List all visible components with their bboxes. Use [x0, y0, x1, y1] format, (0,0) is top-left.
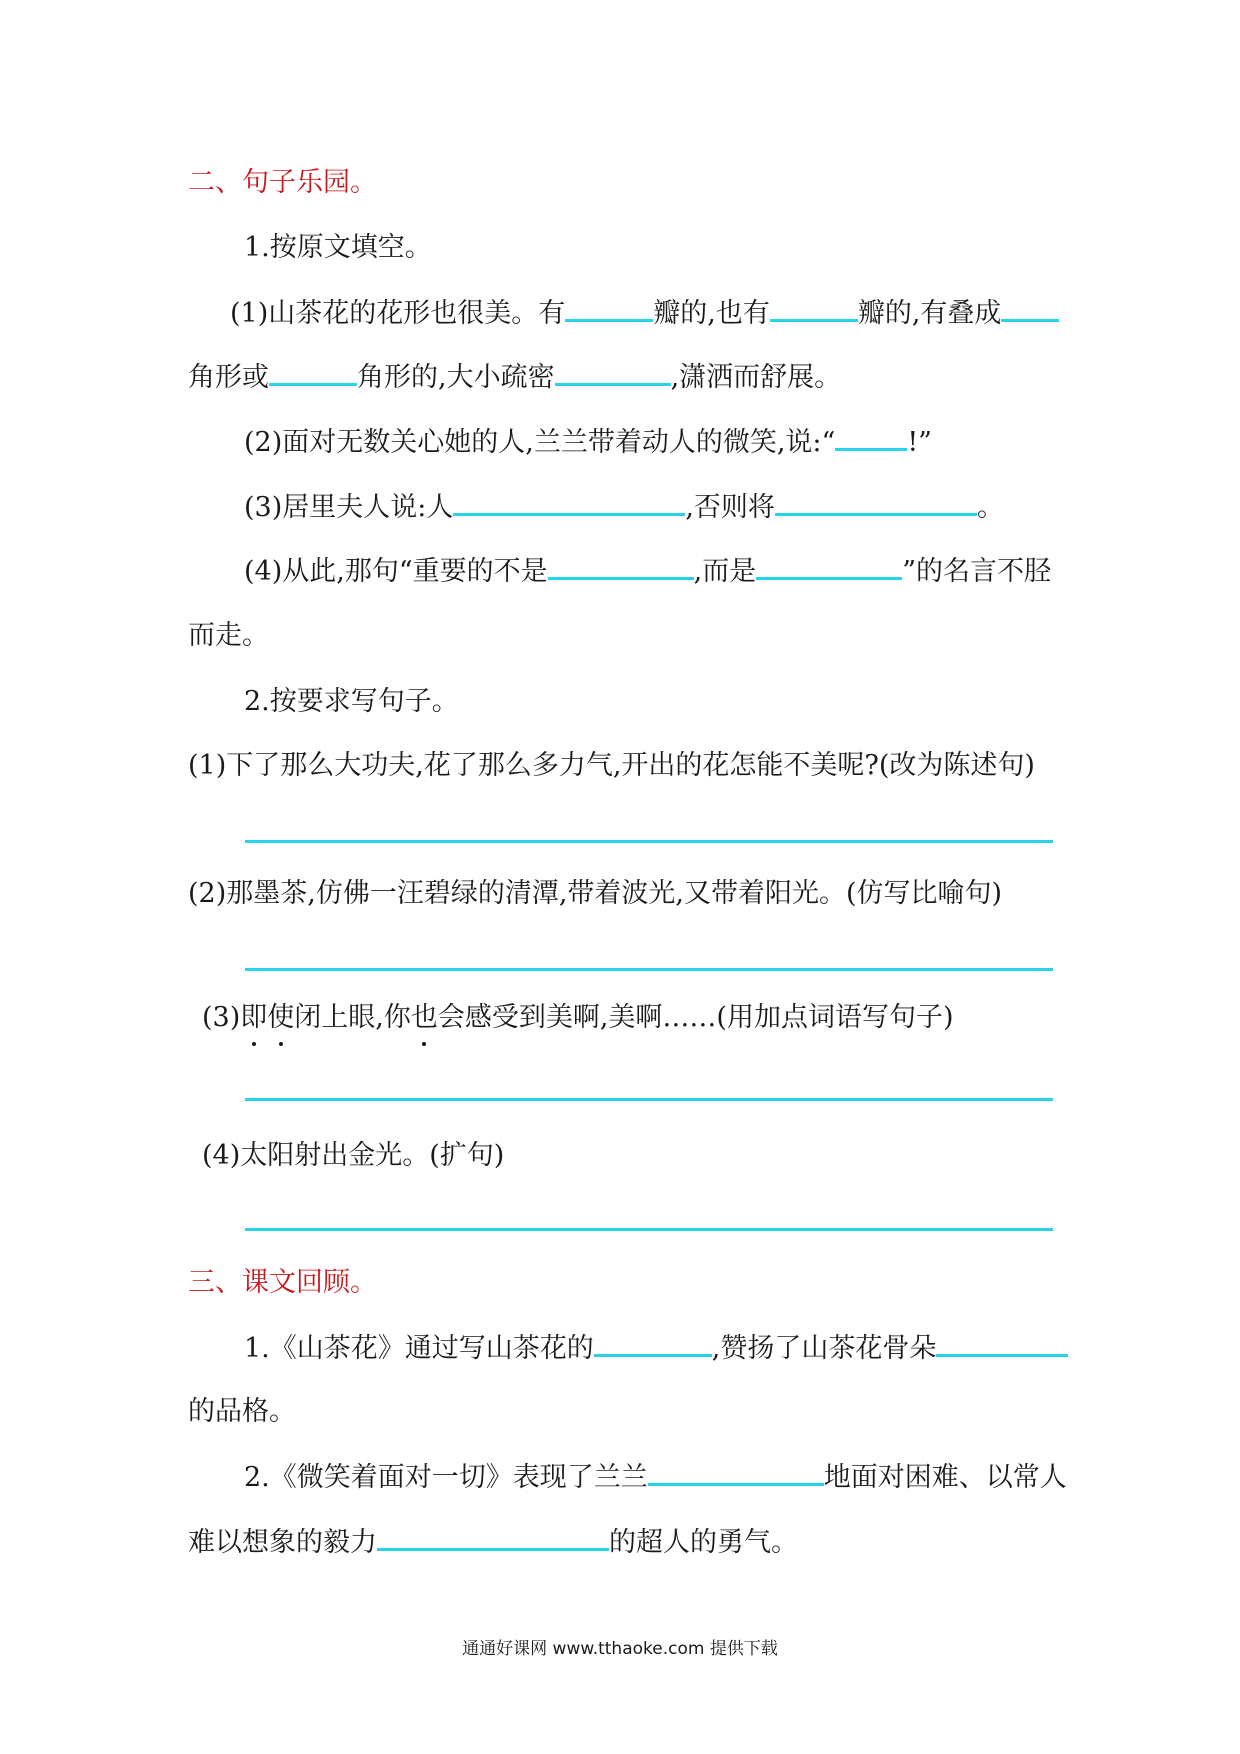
review-item-2: [244, 1459, 1067, 1496]
answer-line[interactable]: [245, 1098, 1053, 1101]
dotted-char: 也: [411, 1000, 438, 1036]
text-segment: !”: [907, 427, 932, 458]
blank-line[interactable]: [565, 295, 653, 322]
text-segment: (3): [202, 1002, 241, 1033]
section-heading-2: 二、句子乐园。: [188, 167, 377, 198]
review-item-1: [244, 1330, 1068, 1367]
fill-in-item-1: [230, 295, 1059, 332]
question-title-rewrite: 2.按要求写句子。: [244, 686, 459, 717]
rewrite-item-4: (4)太阳射出金光。(扩句): [202, 1140, 505, 1171]
blank-line[interactable]: [548, 553, 694, 580]
text-segment: 角形或: [188, 362, 269, 393]
blank-line[interactable]: [594, 1330, 712, 1357]
fill-in-item-4: [244, 553, 1051, 590]
text-segment: 难以想象的毅力: [188, 1527, 377, 1558]
blank-line[interactable]: [555, 359, 671, 386]
text-segment: 地面对困难、以常人: [823, 1462, 1067, 1493]
text-segment: ,而是: [693, 556, 757, 587]
text-segment: 瓣的,有叠成: [857, 298, 1002, 329]
blank-line[interactable]: [648, 1459, 824, 1486]
blank-line[interactable]: [453, 489, 685, 516]
blank-line[interactable]: [835, 424, 907, 451]
answer-line[interactable]: [245, 968, 1053, 971]
text-segment: 瓣的,也有: [653, 298, 770, 329]
dotted-char: 使: [267, 1000, 294, 1036]
review-item-2-cont: [188, 1524, 798, 1561]
text-segment: (3)居里夫人说:人: [244, 492, 454, 523]
rewrite-item-1: (1)下了那么大功夫,花了那么多力气,开出的花怎能不美呢?(改为陈述句): [188, 750, 1035, 781]
fill-in-item-1-cont: [188, 359, 841, 396]
text-segment: 闭上眼,你: [294, 1002, 411, 1033]
text-segment: 角形的,大小疏密: [357, 362, 555, 393]
dotted-char: 即: [240, 1000, 267, 1036]
rewrite-item-2: (2)那墨茶,仿佛一汪碧绿的清潭,带着波光,又带着阳光。(仿写比喻句): [188, 878, 1003, 909]
text-segment: 2.《微笑着面对一切》表现了兰兰: [244, 1462, 648, 1493]
text-segment: (4)从此,那句“重要的不是: [244, 556, 548, 587]
text-segment: (1)山茶花的花形也很美。有: [230, 298, 566, 329]
text-segment: ,赞扬了山茶花骨朵: [711, 1333, 937, 1364]
text-segment: 的超人的勇气。: [609, 1527, 798, 1558]
text-segment: 。: [976, 492, 1004, 523]
rewrite-item-3: [202, 1000, 954, 1036]
question-title-fill-in: 1.按原文填空。: [244, 232, 432, 263]
blank-line[interactable]: [770, 295, 858, 322]
fill-in-item-3: [244, 489, 1004, 526]
footer-source: 通通好课网 www.tthaoke.com 提供下载: [462, 1639, 778, 1659]
text-segment: 1.《山茶花》通过写山茶花的: [244, 1333, 594, 1364]
review-item-1-cont: 的品格。: [188, 1396, 296, 1427]
blank-line[interactable]: [775, 489, 977, 516]
blank-line[interactable]: [1001, 295, 1059, 322]
text-segment: (2)面对无数关心她的人,兰兰带着动人的微笑,说:“: [244, 427, 836, 458]
text-segment: ”的名言不胫: [902, 556, 1052, 587]
fill-in-item-4-cont: 而走。: [188, 620, 269, 651]
blank-line[interactable]: [377, 1524, 609, 1551]
section-heading-3: 三、课文回顾。: [188, 1267, 377, 1298]
blank-line[interactable]: [936, 1330, 1068, 1357]
blank-line[interactable]: [756, 553, 902, 580]
fill-in-item-2: [244, 424, 932, 461]
answer-line[interactable]: [245, 840, 1053, 843]
blank-line[interactable]: [269, 359, 357, 386]
text-segment: ,潇洒而舒展。: [670, 362, 842, 393]
text-segment: ,否则将: [685, 492, 775, 523]
text-segment: 会感受到美啊,美啊……(用加点词语写句子): [437, 1002, 954, 1033]
answer-line[interactable]: [245, 1228, 1053, 1231]
